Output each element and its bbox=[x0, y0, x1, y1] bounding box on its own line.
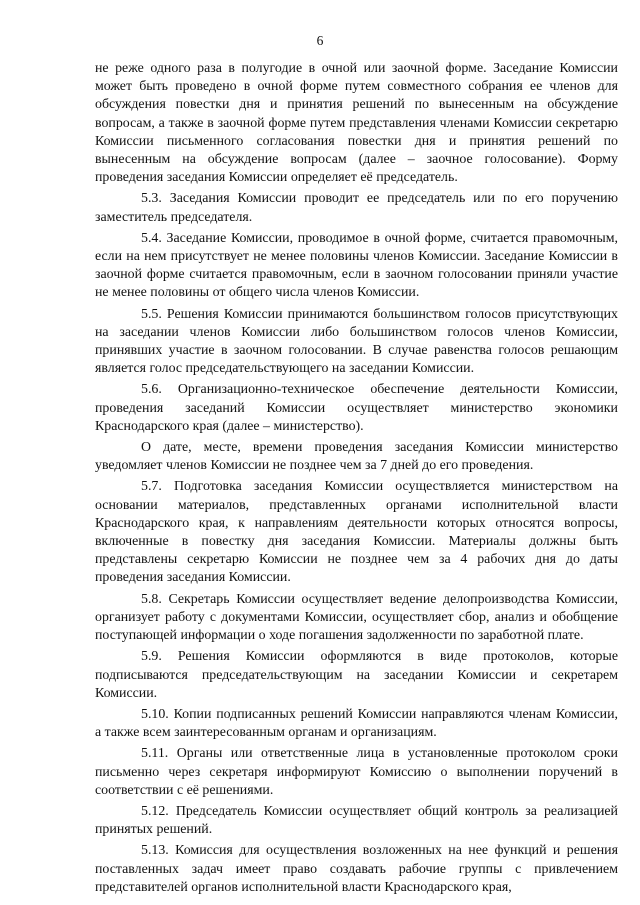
paragraph-5-3: 5.3. Заседания Комиссии проводит ее председатель или по его поручению заместитель председателя. bbox=[95, 191, 618, 225]
paragraph-5-6: 5.6. Организационно-техническое обеспечение деятельности Комиссии, проведения заседаний Комиссии осуществляет министерство экономики Краснодарского края (далее – министерство). bbox=[95, 382, 618, 434]
paragraph-5-8: 5.8. Секретарь Комиссии осуществляет ведение делопроизводства Комиссии, организует работу с документами Комиссии, осуществляет сбор, анализ и обобщение поступающей информации о ходе погашения задолженности по заработной плате. bbox=[95, 591, 618, 644]
paragraph-continuation: не реже одного раза в полугодие в очной или заочной форме. Заседание Комиссии может быть проведено в очной форме путем совместного собрания ее членов для обсуждения повестки дня и принятия решений по вынесенным на обсуждение вопросам, а также в заочной форме путем представления членами Комиссии секретарю Комиссии письменного согласования повестки дня и принятия решений по вынесенным на обсуждение вопросам (далее – заочное голосование). Форму проведения заседания Комиссии определяет её председатель. bbox=[95, 61, 618, 186]
paragraph-5-5: 5.5. Решения Комиссии принимаются большинством голосов присутствующих на заседании членов Комиссии либо большинством голосов членов Комиссии, принявших участие в заочном голосовании. В случае равенства голосов решающим является голос председательствующего на заседании Комиссии. bbox=[95, 306, 618, 377]
paragraph-5-10: 5.10. Копии подписанных решений Комиссии направляются членам Комиссии, а также всем заинтересованным органам и организациям. bbox=[95, 706, 618, 741]
paragraph-notice: О дате, месте, времени проведения заседания Комиссии министерство уведомляет членов Комиссии не позднее чем за 7 дней до его проведения. bbox=[95, 440, 618, 474]
paragraph-5-13: 5.13. Комиссия для осуществления возложенных на нее функций и решения поставленных задач имеет право создавать рабочие группы с привлечением представителей органов исполнительной власти Краснодарского края, bbox=[95, 843, 618, 895]
document-body bbox=[95, 60, 618, 900]
page-number: 6 bbox=[316, 33, 324, 48]
paragraph-5-12: 5.12. Председатель Комиссии осуществляет общий контроль за реализацией принятых решений. bbox=[95, 803, 618, 838]
paragraph-5-11: 5.11. Органы или ответственные лица в установленные протоколом сроки письменно через секретаря информируют Комиссию о выполнении поручений в соответствии с её решениями. bbox=[95, 746, 618, 798]
paragraph-5-7: 5.7. Подготовка заседания Комиссии осуществляется министерством на основании материалов, представленных органами исполнительной власти Краснодарского края, к направлениям деятельности которых относятся вопросы, включенные в повестку дня заседания Комиссии. Материалы должны быть представлены секретарю Комиссии не позднее чем за 4 рабочих дня до даты проведения заседания Комиссии. bbox=[95, 479, 618, 586]
paragraph-5-9: 5.9. Решения Комиссии оформляются в виде протоколов, которые подписываются председательствующим на заседании Комиссии и секретарем Комиссии. bbox=[95, 649, 618, 701]
paragraph-5-4: 5.4. Заседание Комиссии, проводимое в очной форме, считается правомочным, если на нем присутствует не менее половины членов Комиссии. Заседание Комиссии в заочной форме считается правомочным, если в заочном голосовании приняли участие не менее половины от общего числа членов Комиссии. bbox=[95, 230, 618, 301]
